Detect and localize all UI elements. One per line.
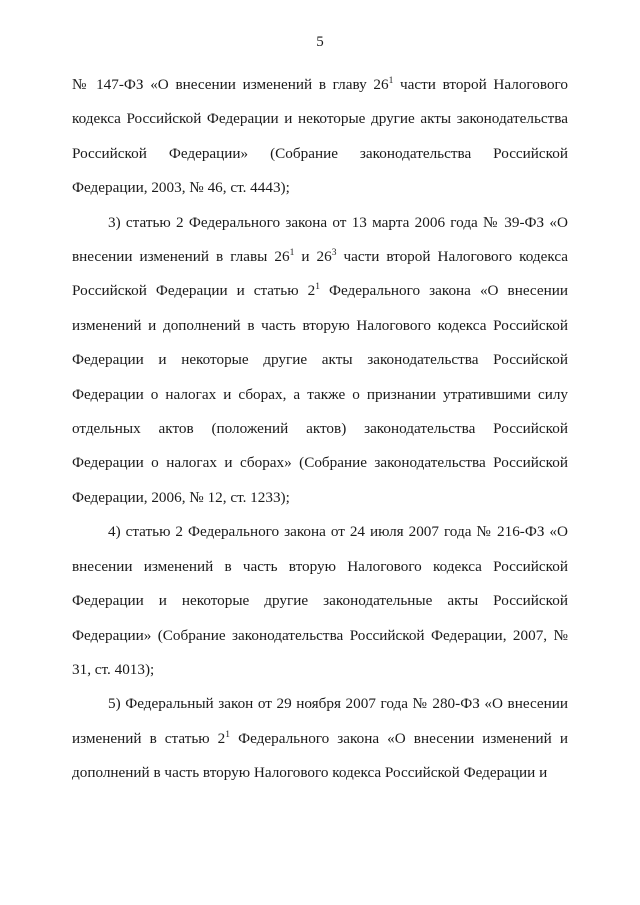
paragraph-item-3 bbox=[72, 206, 568, 516]
text-run: 5) Федеральный закон от 29 ноября 2007 года № 280-ФЗ «О внесении изменений в статью 2 bbox=[72, 695, 568, 747]
document-body bbox=[72, 68, 568, 791]
text-run: 4) статью 2 Федерального закона от 24 июля 2007 года № 216-ФЗ «О внесении изменений в часть вторую Налогового кодекса Российской Федерации и некоторые другие законодательные акты Российской Федерации» (Собрание законодательства Российской Федерации, 2007, № 31, ст. 4013); bbox=[72, 523, 568, 678]
text-run: 3) статью 2 Федерального закона от 13 марта 2006 года № 39-ФЗ «О внесении изменений в главы 26 bbox=[72, 213, 568, 266]
text-run: части второй Налогового кодекса Российской Федерации и некоторые другие акты законодательства Российской Федерации» (Собрание законодательства Российской Федерации, 2003, № 46, ст. 4443); bbox=[72, 76, 568, 197]
text-run: части второй Налогового кодекса Российской Федерации и статью 2 bbox=[72, 248, 568, 300]
text-run: и 26 bbox=[294, 248, 332, 266]
superscript: 1 bbox=[289, 248, 295, 259]
superscript: 3 bbox=[331, 248, 337, 259]
page-number: 5 bbox=[316, 34, 324, 50]
paragraph-continuation bbox=[72, 68, 568, 206]
paragraph-item-5 bbox=[72, 687, 568, 790]
superscript: 1 bbox=[388, 76, 394, 86]
text-run: Федерального закона «О внесении изменений и дополнений в часть вторую Налогового кодекса Российской Федерации и bbox=[72, 729, 568, 782]
text-run: Федерального закона «О внесении изменений и дополнений в часть вторую Налогового кодекса Российской Федерации и некоторые другие акты законодательства Российской Федерации о налогах и сборах, а также о признании утратившими силу отдельных актов (положений актов) законодательства Российской Федерации о налогах и сборах» (Собрание законодательства Российской Федерации, 2006, № 12, ст. 1233); bbox=[72, 282, 568, 506]
superscript: 1 bbox=[315, 282, 320, 293]
paragraph-item-4 bbox=[72, 515, 568, 687]
superscript: 1 bbox=[225, 729, 231, 740]
text-run: № 147-ФЗ «О внесении изменений в главу 26 bbox=[72, 76, 389, 93]
